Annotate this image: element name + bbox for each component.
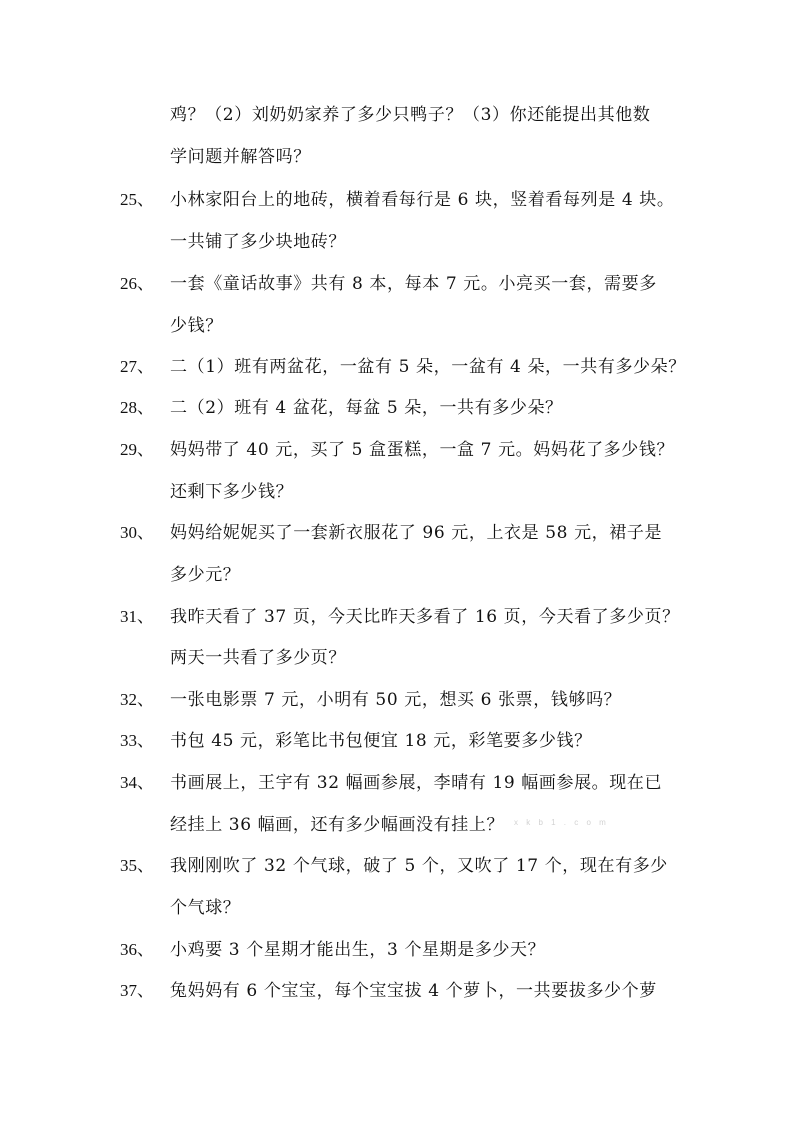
problem-text: 二（1）班有两盆花，一盆有 5 朵，一盆有 4 朵，一共有多少朵？ <box>170 357 686 377</box>
problem-number: 25、 <box>120 190 154 209</box>
problem-text: 少钱？ <box>170 316 223 336</box>
problem-text: 妈妈带了 40 元，买了 5 盒蛋糕，一盒 7 元。妈妈花了多少钱？ <box>170 440 675 460</box>
problem-text: 我刚刚吹了 32 个气球，破了 5 个，又吹了 17 个，现在有多少 <box>170 856 668 876</box>
problem-number: 36、 <box>120 940 154 959</box>
problem-text: 个气球？ <box>170 898 241 918</box>
problem-number: 33、 <box>120 731 154 750</box>
problem-number: 35、 <box>120 856 154 875</box>
watermark: x k b 1 . c o m <box>514 818 609 827</box>
problem-text: 我昨天看了 37 页，今天比昨天多看了 16 页，今天看了多少页？ <box>170 607 680 627</box>
problem-text: 经挂上 36 幅画，还有多少幅画没有挂上？ <box>170 815 505 835</box>
problem-number: 27、 <box>120 357 154 376</box>
problem-number: 29、 <box>120 440 154 459</box>
problem-text: 鸡？（2）刘奶奶家养了多少只鸭子？（3）你还能提出其他数 <box>170 105 651 125</box>
problem-number: 37、 <box>120 981 154 1000</box>
problem-text: 妈妈给妮妮买了一套新衣服花了 96 元，上衣是 58 元，裙子是 <box>170 523 663 543</box>
problem-text: 学问题并解答吗？ <box>170 147 311 167</box>
problem-number: 28、 <box>120 398 154 417</box>
problem-text: 书包 45 元，彩笔比书包便宜 18 元，彩笔要多少钱？ <box>170 731 592 751</box>
problem-number: 34、 <box>120 773 154 792</box>
problem-number: 26、 <box>120 274 154 293</box>
problem-text: 两天一共看了多少页？ <box>170 648 346 668</box>
problem-text: 一套《童话故事》共有 8 本，每本 7 元。小亮买一套，需要多 <box>170 274 657 294</box>
problem-text: 二（2）班有 4 盆花，每盆 5 朵，一共有多少朵？ <box>170 398 563 418</box>
problem-text: 兔妈妈有 6 个宝宝，每个宝宝拔 4 个萝卜，一共要拔多少个萝 <box>170 981 657 1001</box>
problem-text: 还剩下多少钱？ <box>170 482 294 502</box>
problem-text: 多少元？ <box>170 565 241 585</box>
problem-text: 小林家阳台上的地砖，横着看每行是 6 块，竖着看每列是 4 块。 <box>170 190 675 210</box>
problem-text: 一张电影票 7 元，小明有 50 元，想买 6 张票，钱够吗？ <box>170 690 622 710</box>
problem-number: 30、 <box>120 523 154 542</box>
problem-number: 31、 <box>120 607 154 626</box>
problem-text: 书画展上，王宇有 32 幅画参展，李晴有 19 幅画参展。现在已 <box>170 773 663 793</box>
problem-text: 一共铺了多少块地砖？ <box>170 232 346 252</box>
problem-number: 32、 <box>120 690 154 709</box>
problem-text: 小鸡要 3 个星期才能出生，3 个星期是多少天？ <box>170 940 546 960</box>
